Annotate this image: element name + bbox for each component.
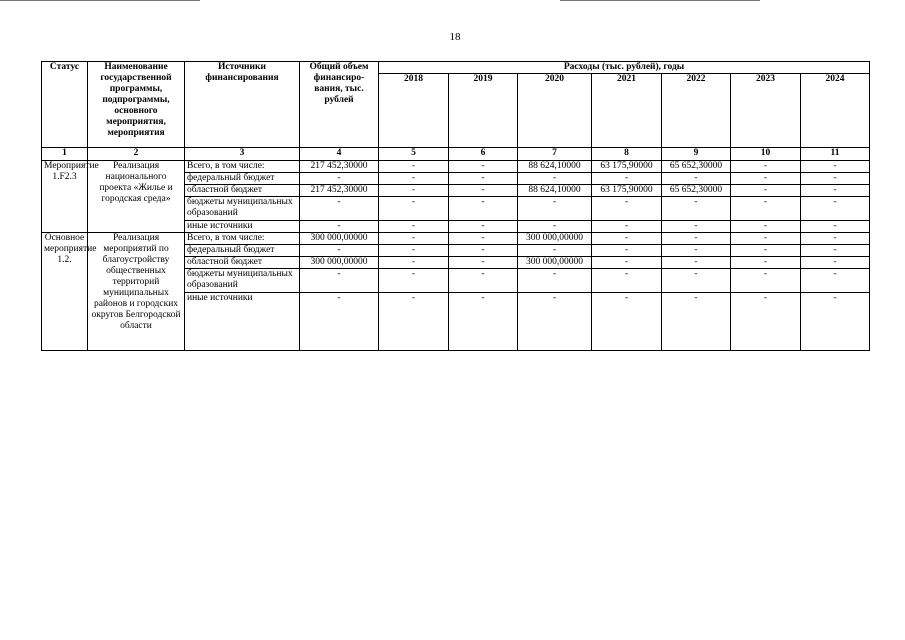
header-year: 2020 — [518, 74, 592, 148]
header-sources: Источники финансирования — [185, 62, 300, 148]
year-cell: - — [731, 245, 801, 257]
column-number: 11 — [801, 148, 870, 161]
year-cell: - — [592, 269, 662, 293]
year-cell: - — [801, 161, 870, 173]
year-cell: - — [731, 257, 801, 269]
column-number: 1 — [42, 148, 88, 161]
year-cell: - — [518, 197, 592, 221]
year-cell: - — [662, 245, 731, 257]
header-status: Статус — [42, 62, 88, 148]
source-cell: областной бюджет — [185, 257, 300, 269]
year-cell: - — [592, 197, 662, 221]
year-cell: - — [662, 257, 731, 269]
year-cell: - — [379, 185, 449, 197]
scan-edge-line — [0, 0, 200, 1]
year-cell: - — [731, 185, 801, 197]
header-year: 2022 — [662, 74, 731, 148]
year-cell: - — [379, 257, 449, 269]
column-number: 4 — [300, 148, 379, 161]
source-cell: бюджеты муниципальных образований — [185, 269, 300, 293]
year-cell: - — [449, 257, 518, 269]
year-cell: - — [801, 221, 870, 233]
column-number: 7 — [518, 148, 592, 161]
total-cell: - — [300, 173, 379, 185]
year-cell: - — [662, 269, 731, 293]
year-cell: - — [518, 293, 592, 351]
header-expenses: Расходы (тыс. рублей), годы — [379, 62, 870, 74]
year-cell: - — [379, 293, 449, 351]
source-cell: Всего, в том числе: — [185, 233, 300, 245]
year-cell: - — [449, 233, 518, 245]
year-cell: 300 000,00000 — [518, 257, 592, 269]
total-cell: - — [300, 293, 379, 351]
year-cell: - — [592, 257, 662, 269]
year-cell: 88 624,10000 — [518, 161, 592, 173]
total-cell: 300 000,00000 — [300, 233, 379, 245]
table-row — [42, 161, 870, 173]
section-name: Реализация мероприятий по благоустройству общественных территорий муниципальных районов и городских округов Белгородской области — [88, 233, 185, 351]
total-cell: - — [300, 221, 379, 233]
year-cell: - — [379, 245, 449, 257]
year-cell: - — [592, 221, 662, 233]
header-year: 2021 — [592, 74, 662, 148]
year-cell: 65 652,30000 — [662, 161, 731, 173]
year-cell: - — [592, 173, 662, 185]
year-cell: - — [449, 293, 518, 351]
source-cell: областной бюджет — [185, 185, 300, 197]
column-number: 10 — [731, 148, 801, 161]
header-name: Наименование государственной программы, подпрограммы, основного мероприятия, мероприятия — [88, 62, 185, 148]
year-cell: - — [379, 173, 449, 185]
year-cell: 63 175,90000 — [592, 161, 662, 173]
year-cell: - — [449, 221, 518, 233]
source-cell: Всего, в том числе: — [185, 161, 300, 173]
year-cell: - — [662, 173, 731, 185]
year-cell: - — [731, 197, 801, 221]
header-year: 2023 — [731, 74, 801, 148]
column-number: 6 — [449, 148, 518, 161]
year-cell: - — [801, 197, 870, 221]
header-year: 2019 — [449, 74, 518, 148]
year-cell: - — [801, 293, 870, 351]
total-cell: - — [300, 197, 379, 221]
year-cell: - — [449, 269, 518, 293]
section-name: Реализация национального проекта «Жилье и городская среда» — [88, 161, 185, 233]
year-cell: - — [801, 245, 870, 257]
header-total: Общий объем финансиро-вания, тыс. рублей — [300, 62, 379, 148]
year-cell: - — [662, 197, 731, 221]
year-cell: - — [518, 173, 592, 185]
year-cell: - — [662, 221, 731, 233]
financing-table — [41, 61, 870, 351]
column-number: 9 — [662, 148, 731, 161]
year-cell: - — [518, 245, 592, 257]
year-cell: - — [662, 293, 731, 351]
year-cell: - — [801, 233, 870, 245]
source-cell: иные источники — [185, 293, 300, 351]
year-cell: - — [592, 233, 662, 245]
year-cell: - — [731, 233, 801, 245]
year-cell: - — [449, 185, 518, 197]
source-cell: федеральный бюджет — [185, 245, 300, 257]
year-cell: - — [449, 197, 518, 221]
year-cell: - — [592, 293, 662, 351]
year-cell: - — [662, 233, 731, 245]
year-cell: - — [592, 245, 662, 257]
year-cell: - — [379, 233, 449, 245]
table-row — [42, 233, 870, 245]
year-cell: - — [801, 185, 870, 197]
year-cell: - — [449, 161, 518, 173]
year-cell: - — [731, 269, 801, 293]
year-cell: 63 175,90000 — [592, 185, 662, 197]
total-cell: - — [300, 245, 379, 257]
year-cell: - — [379, 197, 449, 221]
source-cell: иные источники — [185, 221, 300, 233]
column-number: 5 — [379, 148, 449, 161]
year-cell: - — [731, 293, 801, 351]
year-cell: - — [731, 161, 801, 173]
page-number: 18 — [449, 31, 461, 43]
column-number: 8 — [592, 148, 662, 161]
year-cell: - — [379, 161, 449, 173]
year-cell: - — [801, 269, 870, 293]
year-cell: 65 652,30000 — [662, 185, 731, 197]
year-cell: 300 000,00000 — [518, 233, 592, 245]
total-cell: 217 452,30000 — [300, 185, 379, 197]
total-cell: 300 000,00000 — [300, 257, 379, 269]
year-cell: - — [518, 269, 592, 293]
year-cell: - — [449, 173, 518, 185]
column-number: 3 — [185, 148, 300, 161]
year-cell: - — [731, 221, 801, 233]
year-cell: - — [449, 245, 518, 257]
scan-edge-line — [560, 0, 760, 1]
header-year: 2018 — [379, 74, 449, 148]
section-status: Мероприятие 1.F2.3 — [42, 161, 88, 233]
column-number: 2 — [88, 148, 185, 161]
year-cell: - — [379, 269, 449, 293]
source-cell: бюджеты муниципальных образований — [185, 197, 300, 221]
total-cell: - — [300, 269, 379, 293]
section-status: Основное мероприятие 1.2. — [42, 233, 88, 351]
year-cell: - — [801, 173, 870, 185]
header-year: 2024 — [801, 74, 870, 148]
total-cell: 217 452,30000 — [300, 161, 379, 173]
year-cell: - — [379, 221, 449, 233]
source-cell: федеральный бюджет — [185, 173, 300, 185]
year-cell: - — [518, 221, 592, 233]
year-cell: - — [801, 257, 870, 269]
year-cell: 88 624,10000 — [518, 185, 592, 197]
year-cell: - — [731, 173, 801, 185]
column-number-row — [42, 148, 870, 161]
